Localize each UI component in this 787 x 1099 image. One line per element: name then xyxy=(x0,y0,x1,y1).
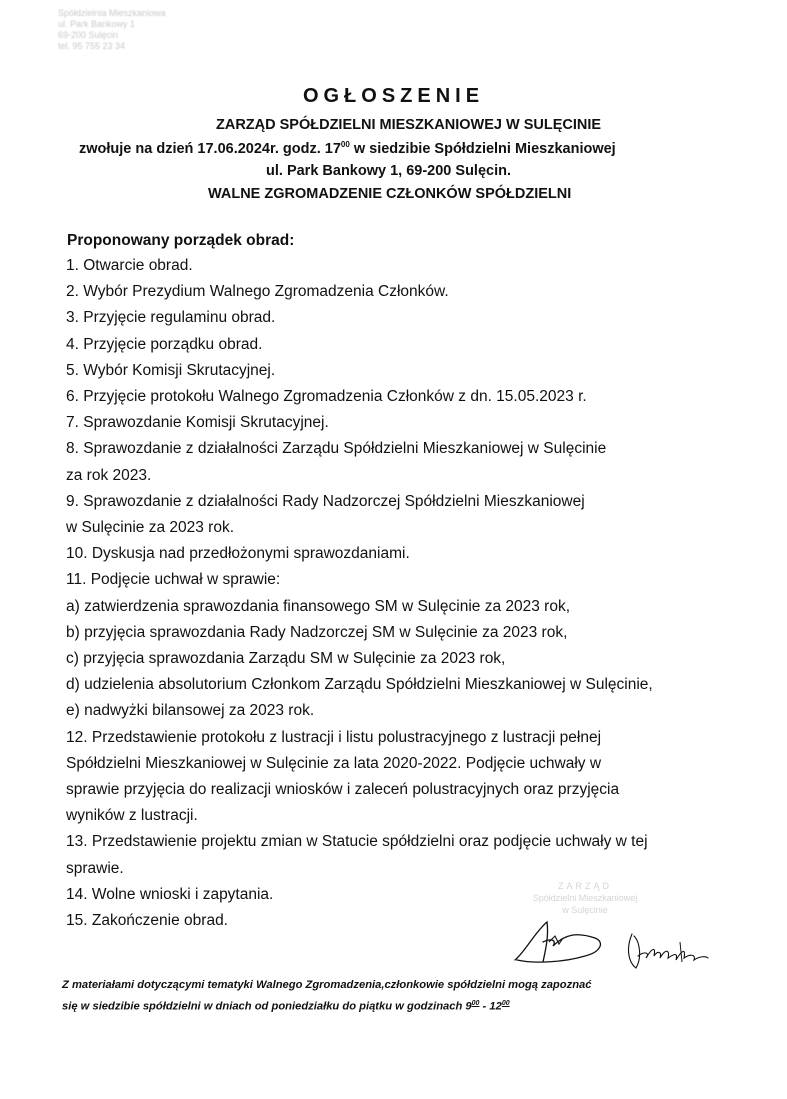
agenda-item: 8. Sprawozdanie z działalności Zarządu Spółdzielni Mieszkaniowej w Sulęcinie xyxy=(66,440,607,458)
agenda-item: Spółdzielni Mieszkaniowej w Sulęcinie za lata 2020-2022. Podjęcie uchwały w xyxy=(66,754,602,772)
agenda-item: 14. Wolne wnioski i zapytania. xyxy=(66,885,274,903)
agenda-item: 12. Przedstawienie protokołu z lustracji i listu polustracyjnego z lustracji pełnej xyxy=(66,728,602,746)
stamp-line: ZARZĄD xyxy=(558,881,612,891)
agenda-item: a) zatwierdzenia sprawozdania finansowego SM w Sulęcinie za 2023 rok, xyxy=(66,597,571,615)
agenda-item: w Sulęcinie za 2023 rok. xyxy=(66,519,235,537)
header-line-board: ZARZĄD SPÓŁDZIELNI MIESZKANIOWEJ W SULĘCINIE xyxy=(216,117,602,133)
footer-note-line2 xyxy=(62,1000,510,1013)
header-date-text: zwołuje na dzień 17.06.2024r. godz. 17 xyxy=(79,140,341,157)
stamp-line: ul. Park Bankowy 1 xyxy=(58,19,136,29)
agenda-item: sprawie. xyxy=(66,859,124,877)
footer-note-line1: Z materiałami dotyczącymi tematyki Walnego Zgromadzenia,członkowie spółdzielni mogą zapoznać xyxy=(62,979,592,991)
stamp-line: tel. 95 755 23 34 xyxy=(58,41,126,51)
header-line-date xyxy=(79,140,616,157)
agenda-item: za rok 2023. xyxy=(66,466,152,484)
agenda-item: 9. Sprawozdanie z działalności Rady Nadzorczej Spółdzielni Mieszkaniowej xyxy=(66,492,585,510)
agenda-item: wyników z lustracji. xyxy=(66,807,198,825)
footer-hours-text: się w siedzibie spółdzielni w dniach od poniedziałku do piątku w godzinach 9 xyxy=(62,1000,472,1013)
agenda-item: 1. Otwarcie obrad. xyxy=(66,257,193,274)
signature-left xyxy=(505,912,615,972)
header-line-address: ul. Park Bankowy 1, 69-200 Sulęcin. xyxy=(266,163,511,179)
agenda-item: c) przyjęcia sprawozdania Zarządu SM w Sulęcinie za 2023 rok, xyxy=(66,650,506,668)
agenda-item: e) nadwyżki bilansowej za 2023 rok. xyxy=(66,702,315,720)
agenda-item: b) przyjęcia sprawozdania Rady Nadzorczej SM w Sulęcinie za 2023 rok, xyxy=(66,623,568,641)
stamp-line: Spółdzielni Mieszkaniowej xyxy=(532,893,638,903)
agenda-item: 7. Sprawozdanie Komisji Skrutacyjnej. xyxy=(66,414,329,432)
document-title: OGŁOSZENIE xyxy=(302,85,485,107)
agenda-list xyxy=(66,253,726,934)
agenda-item: 10. Dyskusja nad przedłożonymi sprawozdaniami. xyxy=(66,545,410,563)
agenda-item: d) udzielenia absolutorium Członkom Zarządu Spółdzielni Mieszkaniowej w Sulęcinie, xyxy=(66,676,653,694)
stamp-board xyxy=(500,880,670,916)
stamp-line: Spółdzielnia Mieszkaniowa xyxy=(58,8,166,18)
header-time-minutes: 00 xyxy=(340,140,350,149)
header-line-assembly: WALNE ZGROMADZENIE CZŁONKÓW SPÓŁDZIELNI xyxy=(208,186,572,202)
agenda-item: 4. Przyjęcie porządku obrad. xyxy=(66,335,263,353)
agenda-item: 2. Wybór Prezydium Walnego Zgromadzenia Członków. xyxy=(66,283,449,301)
header-date-text-rest: w siedzibie Spółdzielni Mieszkaniowej xyxy=(349,140,616,157)
stamp-line: 69-200 Sulęcin xyxy=(58,30,119,40)
footer-hours-start-minutes: 00 xyxy=(471,1000,480,1007)
agenda-heading: Proponowany porządek obrad: xyxy=(67,232,295,249)
signature-right xyxy=(620,928,720,978)
stamp-line: w Sulęcinie xyxy=(562,905,608,915)
footer-hours-separator: - 12 xyxy=(479,1000,502,1013)
agenda-item: 5. Wybór Komisji Skrutacyjnej. xyxy=(66,361,276,379)
agenda-item: 11. Podjęcie uchwał w sprawie: xyxy=(66,571,281,589)
agenda-item: sprawie przyjęcia do realizacji wniosków i zaleceń polustracyjnych oraz przyjęcia xyxy=(66,781,620,799)
agenda-item: 3. Przyjęcie regulaminu obrad. xyxy=(66,309,276,327)
footer-hours-end-minutes: 00 xyxy=(501,1000,510,1007)
agenda-item: 13. Przedstawienie projektu zmian w Statucie spółdzielni oraz podjęcie uchwały w tej xyxy=(66,833,648,851)
agenda-item: 6. Przyjęcie protokołu Walnego Zgromadzenia Członków z dn. 15.05.2023 r. xyxy=(66,388,587,406)
agenda-item: 15. Zakończenie obrad. xyxy=(66,912,228,930)
